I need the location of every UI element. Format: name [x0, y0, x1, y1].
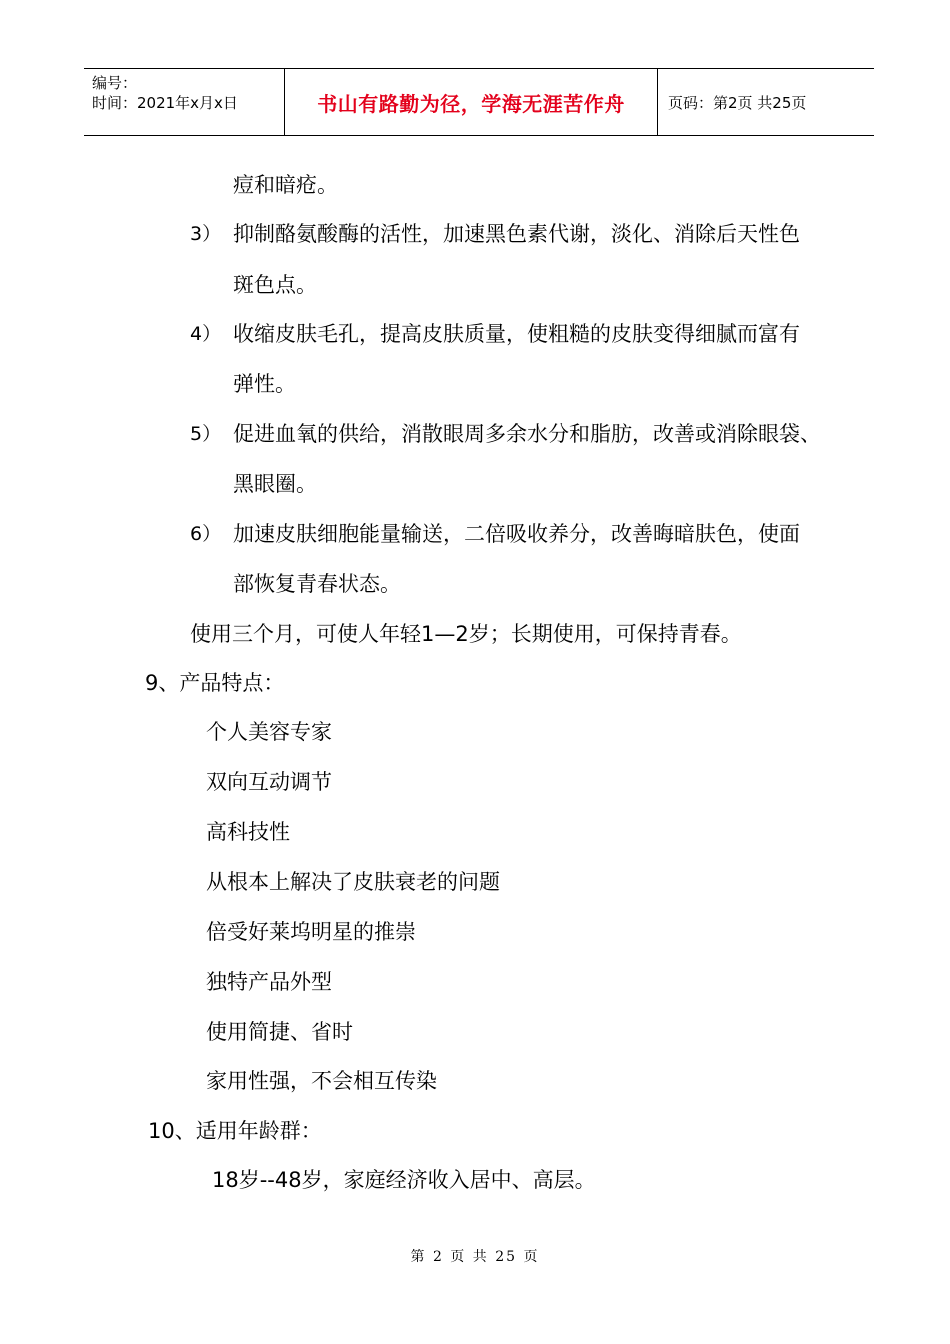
feature-item: 个人美容专家	[206, 720, 332, 744]
item-line: 弹性。	[233, 372, 296, 396]
item-line: 部恢复青春状态。	[233, 572, 401, 596]
header-meta	[84, 69, 285, 135]
item-number: 6）	[190, 523, 222, 545]
item-line: 黑眼圈。	[233, 472, 317, 496]
item-line: 收缩皮肤毛孔，提高皮肤质量，使粗糙的皮肤变得细腻而富有	[233, 322, 800, 346]
feature-item: 双向互动调节	[206, 770, 332, 794]
feature-item: 倍受好莱坞明星的推崇	[206, 920, 416, 944]
feature-item: 家用性强，不会相互传染	[206, 1069, 437, 1093]
item-line: 斑色点。	[233, 273, 317, 297]
item-line: 促进血氧的供给，消散眼周多余水分和脂肪，改善或消除眼袋、	[233, 422, 821, 446]
page-footer: 第 2 页 共 25 页	[410, 1249, 540, 1265]
section-10-title: 10、适用年龄群：	[148, 1119, 322, 1143]
item-number: 5）	[190, 423, 222, 445]
continued-text: 痘和暗疮。	[233, 173, 338, 197]
number-label: 编号：	[92, 74, 138, 92]
header-page-info: 页码：第2页 共25页	[668, 93, 807, 112]
age-range-text: 18岁--48岁，家庭经济收入居中、高层。	[212, 1168, 596, 1192]
feature-item: 使用简捷、省时	[206, 1020, 353, 1044]
item-number: 3）	[190, 223, 222, 245]
feature-item: 从根本上解决了皮肤衰老的问题	[206, 870, 500, 894]
item-line: 抑制酪氨酸酶的活性，加速黑色素代谢，淡化、消除后天性色	[233, 222, 800, 246]
section-9-title: 9、产品特点：	[145, 671, 285, 695]
page-header	[84, 68, 874, 136]
feature-item: 独特产品外型	[206, 970, 332, 994]
usage-summary: 使用三个月，可使人年轻1—2岁；长期使用，可保持青春。	[190, 622, 742, 646]
item-line: 加速皮肤细胞能量输送，二倍吸收养分，改善晦暗肤色，使面	[233, 522, 800, 546]
item-number: 4）	[190, 323, 222, 345]
feature-item: 高科技性	[206, 820, 290, 844]
time-label: 时间：2021年x月x日	[92, 94, 238, 112]
header-motto: 书山有路勤为径，学海无涯苦作舟	[285, 69, 658, 135]
